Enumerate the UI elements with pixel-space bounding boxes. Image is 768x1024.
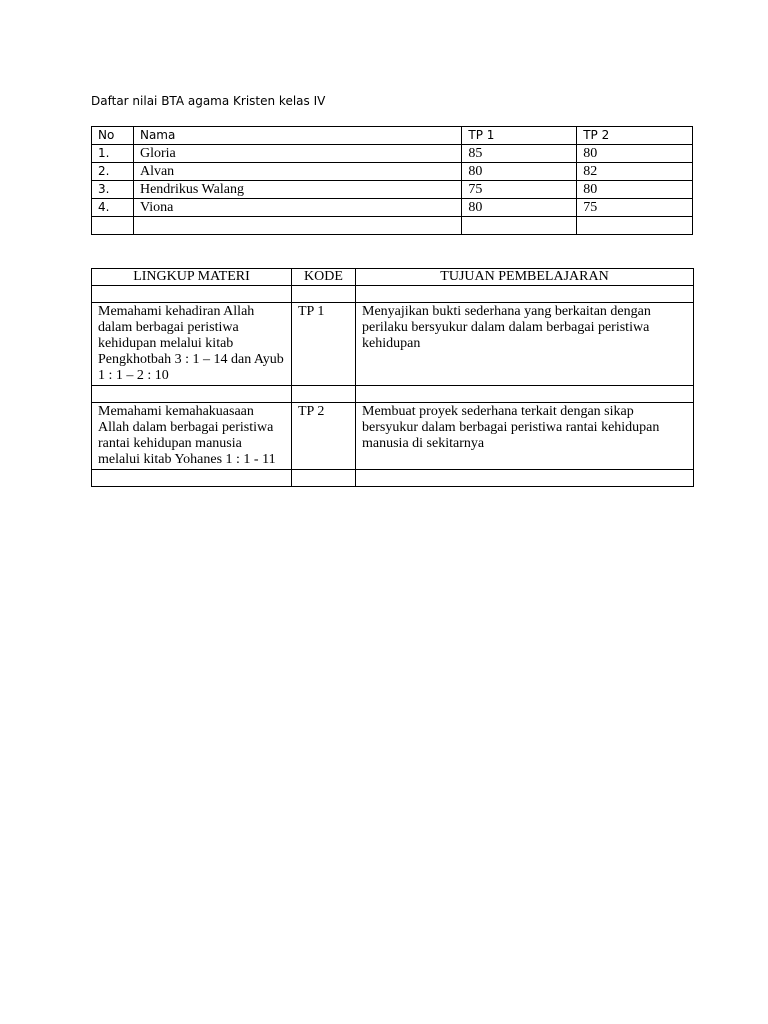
- table-row: [92, 403, 694, 470]
- grades-table: [91, 126, 693, 235]
- empty-cell: [356, 286, 694, 303]
- cell-tp2: 80: [577, 181, 693, 199]
- cell-tp2: 82: [577, 163, 693, 181]
- empty-row: [92, 217, 693, 235]
- table-header-row: [92, 127, 693, 145]
- cell-nama: Viona: [133, 199, 461, 217]
- cell-nama: Gloria: [133, 145, 461, 163]
- cell-tp1: 80: [462, 163, 577, 181]
- cell-materi: Memahami kehadiran Allah dalam berbagai peristiwa kehidupan melalui kitab Pengkhotbah 3 : 1 – 14 dan Ayub 1 : 1 – 2 : 10: [92, 303, 292, 386]
- cell-materi: Memahami kemahakuasaan Allah dalam berbagai peristiwa rantai kehidupan manusia melalui kitab Yohanes 1 : 1 - 11: [92, 403, 292, 470]
- cell-tp1: 75: [462, 181, 577, 199]
- cell-kode: TP 2: [292, 403, 356, 470]
- header-nama: Nama: [133, 127, 461, 145]
- cell-nama: Alvan: [133, 163, 461, 181]
- learning-objectives-table: [91, 268, 694, 487]
- cell-nama: Hendrikus Walang: [133, 181, 461, 199]
- table-row: [92, 181, 693, 199]
- empty-cell: [292, 470, 356, 487]
- table-row: [92, 199, 693, 217]
- empty-cell: [462, 217, 577, 235]
- cell-kode: TP 1: [292, 303, 356, 386]
- empty-cell: [92, 470, 292, 487]
- cell-no: 3.: [92, 181, 134, 199]
- header-tujuan-pembelajaran: TUJUAN PEMBELAJARAN: [356, 269, 694, 286]
- empty-row: [92, 470, 694, 487]
- table-header-row: [92, 269, 694, 286]
- empty-cell: [292, 386, 356, 403]
- header-tp1: TP 1: [462, 127, 577, 145]
- cell-tujuan: Membuat proyek sederhana terkait dengan sikap bersyukur dalam berbagai peristiwa rantai kehidupan manusia di sekitarnya: [356, 403, 694, 470]
- empty-row: [92, 386, 694, 403]
- header-no: No: [92, 127, 134, 145]
- cell-tp1: 80: [462, 199, 577, 217]
- table-row: [92, 163, 693, 181]
- header-lingkup-materi: LINGKUP MATERI: [92, 269, 292, 286]
- header-tp2: TP 2: [577, 127, 693, 145]
- cell-tp2: 75: [577, 199, 693, 217]
- empty-cell: [356, 386, 694, 403]
- empty-cell: [92, 286, 292, 303]
- empty-cell: [92, 386, 292, 403]
- cell-no: 2.: [92, 163, 134, 181]
- empty-cell: [133, 217, 461, 235]
- table-row: [92, 303, 694, 386]
- cell-no: 1.: [92, 145, 134, 163]
- header-kode: KODE: [292, 269, 356, 286]
- empty-cell: [577, 217, 693, 235]
- empty-cell: [356, 470, 694, 487]
- empty-cell: [292, 286, 356, 303]
- cell-tujuan: Menyajikan bukti sederhana yang berkaitan dengan perilaku bersyukur dalam dalam berbagai peristiwa kehidupan: [356, 303, 694, 386]
- cell-tp2: 80: [577, 145, 693, 163]
- document-title: Daftar nilai BTA agama Kristen kelas IV: [91, 94, 326, 108]
- empty-row: [92, 286, 694, 303]
- empty-cell: [92, 217, 134, 235]
- cell-tp1: 85: [462, 145, 577, 163]
- cell-no: 4.: [92, 199, 134, 217]
- table-row: [92, 145, 693, 163]
